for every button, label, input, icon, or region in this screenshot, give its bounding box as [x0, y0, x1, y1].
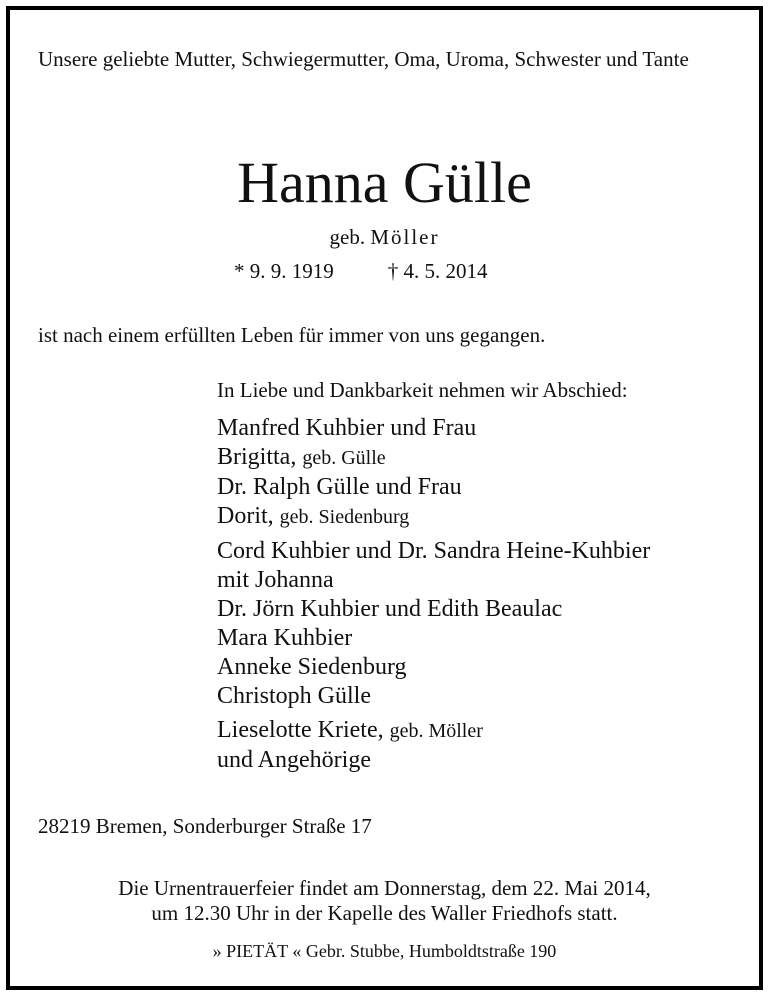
farewell-text: In Liebe und Dankbarkeit nehmen wir Abschied: [217, 378, 628, 402]
mourner-entry [217, 537, 650, 566]
ceremony-info [10, 876, 759, 926]
mourner-name: Lieselotte Kriete, [217, 717, 384, 743]
birth-name-line [10, 225, 759, 250]
birth-name: Möller [370, 225, 440, 249]
birth-name-prefix: geb. [329, 225, 366, 249]
mourner-name: Anneke Siedenburg [217, 654, 407, 680]
mourner-group [217, 537, 650, 711]
mourner-name: mit Johanna [217, 567, 334, 593]
intro-text: Unsere geliebte Mutter, Schwiegermutter, Oma, Uroma, Schwester und Tante [38, 47, 689, 71]
death-date: † 4. 5. 2014 [387, 259, 488, 283]
mourner-name: Manfred Kuhbier und Frau [217, 415, 477, 441]
mourner-entry [217, 716, 650, 746]
mourner-entry [217, 746, 650, 775]
ceremony-line: um 12.30 Uhr in der Kapelle des Waller Friedhofs statt. [151, 901, 618, 925]
undertaker-info: » PIETÄT « Gebr. Stubbe, Humboldtstraße 190 [212, 941, 557, 961]
mourner-entry [217, 595, 650, 624]
mourner-entry [217, 566, 650, 595]
mourner-entry [217, 473, 650, 502]
mourner-name: Dr. Jörn Kuhbier und Edith Beaulac [217, 596, 563, 622]
mourner-group [217, 716, 650, 775]
obituary-notice [6, 6, 763, 990]
mourner-name: Dr. Ralph Gülle und Frau [217, 474, 462, 500]
mourner-name: Dorit, [217, 503, 274, 529]
address: 28219 Bremen, Sonderburger Straße 17 [38, 814, 372, 838]
mourner-name: Mara Kuhbier [217, 625, 353, 651]
mourner-group [217, 414, 650, 532]
mourner-birth-name: geb. Gülle [302, 447, 386, 469]
mourner-name: Christoph Gülle [217, 683, 371, 709]
mourner-name: und Angehörige [217, 747, 371, 773]
mourner-name: Cord Kuhbier und Dr. Sandra Heine-Kuhbier [217, 538, 651, 564]
deceased-name: Hanna Gülle [237, 150, 532, 215]
life-dates [234, 259, 488, 284]
mourner-entry [217, 653, 650, 682]
mourner-name: Brigitta, [217, 444, 297, 470]
mourner-entry [217, 414, 650, 443]
mourner-birth-name: geb. Siedenburg [279, 506, 410, 528]
mourner-entry [217, 502, 650, 532]
birth-date: * 9. 9. 1919 [234, 259, 334, 283]
mourner-birth-name: geb. Möller [389, 720, 483, 742]
mourner-entry [217, 624, 650, 653]
mourner-entry [217, 682, 650, 711]
mourners-list [217, 414, 650, 780]
ceremony-line: Die Urnentrauerfeier findet am Donnerstag, dem 22. Mai 2014, [118, 876, 651, 900]
mourner-entry [217, 443, 650, 473]
passing-text: ist nach einem erfüllten Leben für immer von uns gegangen. [38, 323, 546, 347]
